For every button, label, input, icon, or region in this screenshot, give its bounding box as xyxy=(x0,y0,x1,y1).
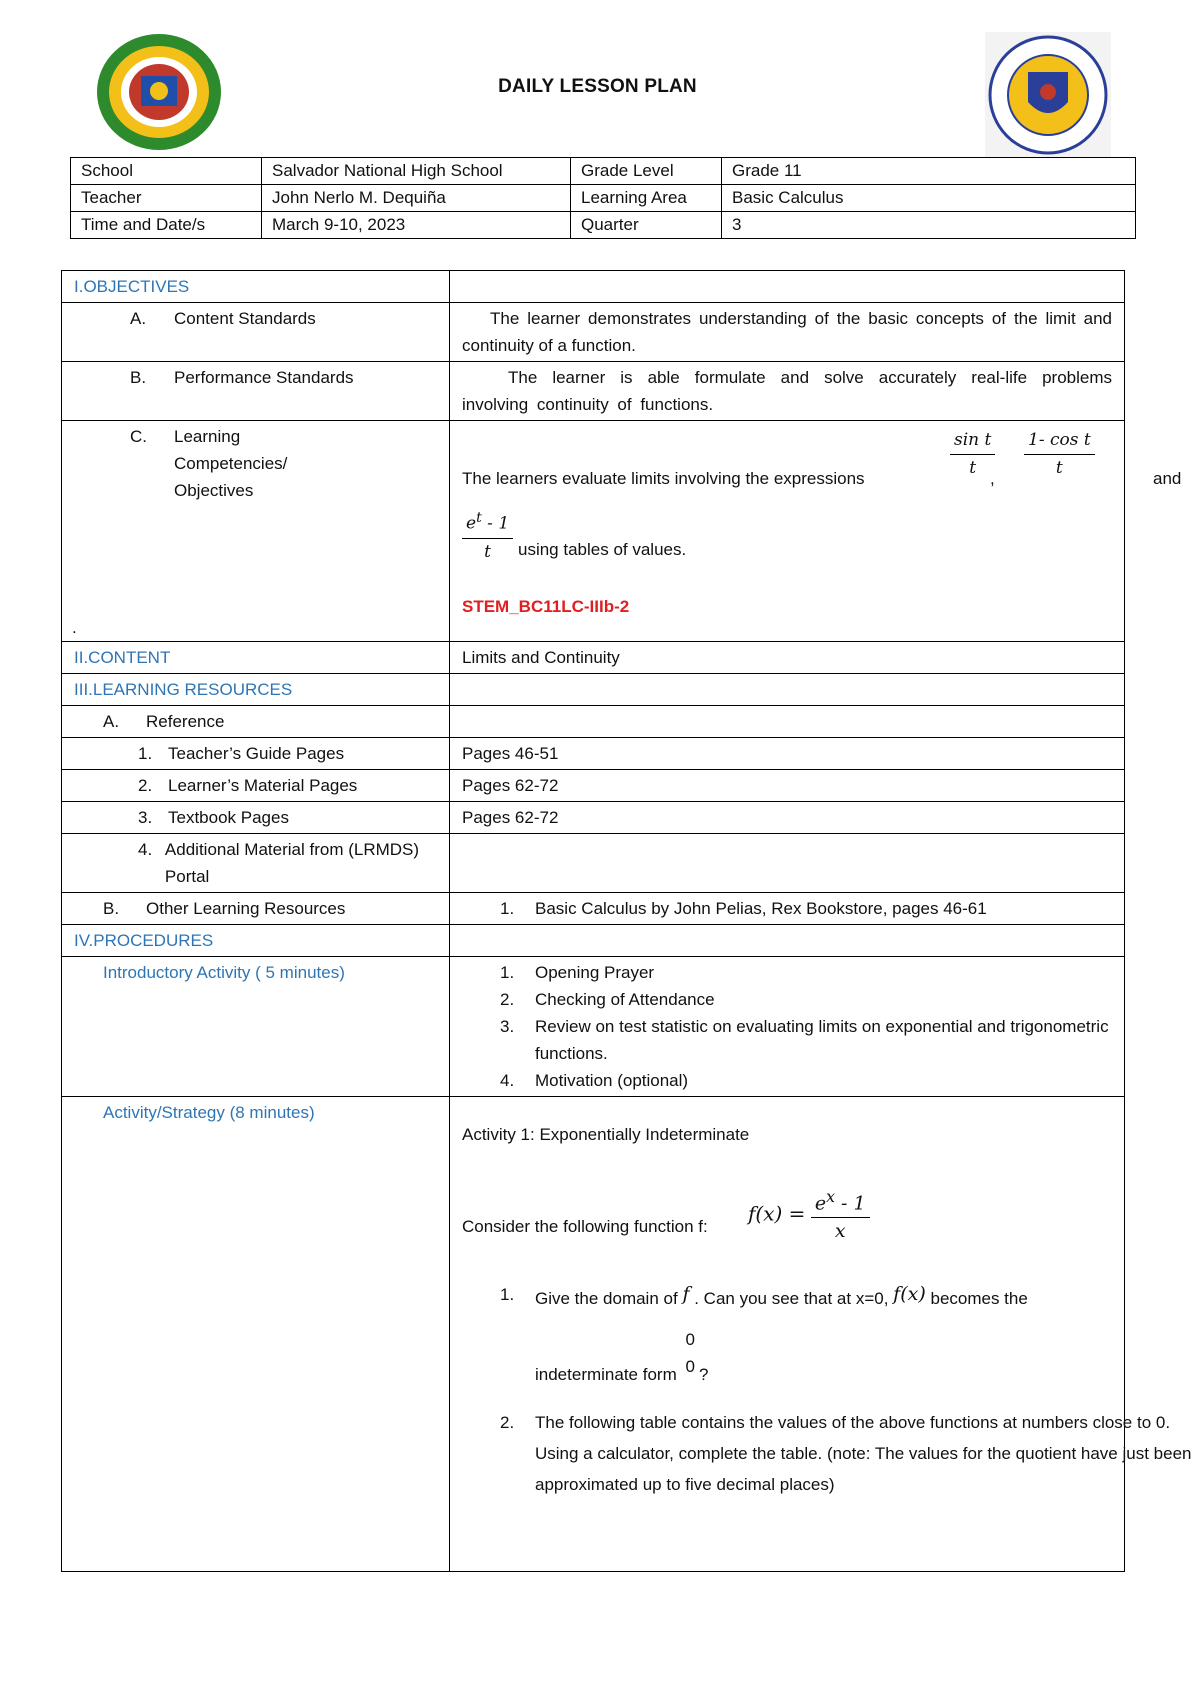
resource-item-num: 4. xyxy=(138,840,153,859)
expr-cos-t: $\frac{\text{1- cos t}}{t}$ xyxy=(1024,427,1095,482)
area-label: Learning Area xyxy=(571,185,722,212)
resource-item-value: Pages 62-72 xyxy=(450,802,1125,834)
intro-activity-label: Introductory Activity ( 5 minutes) xyxy=(62,957,450,1097)
list-item: 1. Opening Prayer xyxy=(500,963,655,982)
consider-text: Consider the following function f: xyxy=(462,1217,708,1236)
resource-item-num: 1. xyxy=(138,744,153,763)
date-value: March 9-10, 2023 xyxy=(262,212,571,239)
list-item: 3. Review on test statistic on evaluating limits on exponential and trigonometric functions. xyxy=(500,1017,1109,1063)
question-1: 1. Give the domain of f . Can you see that at x=0, f(x) becomes the indeterminate form 0 0 ? xyxy=(500,1283,1028,1384)
content-standards-label: Content Standards xyxy=(174,309,316,328)
resource-item-value xyxy=(450,834,1125,893)
lesson-table xyxy=(61,270,1192,1572)
question-2: 2. The following table contains the values of the above functions at numbers close to 0. Using a calculator, complete the table. (note: The values for the quotient have just been approximated up to five decimal places) xyxy=(500,1413,1192,1494)
competency-code: STEM_BC11LC-IIIb-2 xyxy=(462,597,630,616)
page-title: DAILY LESSON PLAN xyxy=(498,76,697,97)
resource-item-num: 3. xyxy=(138,808,153,827)
competencies-and: and xyxy=(1153,469,1182,488)
reference-label: Reference xyxy=(146,712,225,731)
other-resources-num: B. xyxy=(103,899,120,918)
expr-exp-t: $\frac{e^t - 1}{t}$ xyxy=(462,505,513,566)
activity-title: Activity 1: Exponentially Indeterminate xyxy=(462,1125,750,1144)
competencies-dot: . xyxy=(72,618,77,637)
performance-standards-text: The learner is able formulate and solve accurately real-life problems involving continuity of functions. xyxy=(450,362,1125,421)
intro-activity-list xyxy=(462,959,1112,1094)
quarter-label: Quarter xyxy=(571,212,722,239)
competencies-text-2: using tables of values. xyxy=(518,540,687,559)
teacher-label: Teacher xyxy=(71,185,262,212)
school-value: Salvador National High School xyxy=(262,158,571,185)
other-resource-num: 1. xyxy=(500,899,515,918)
resource-item-label: Learner’s Material Pages xyxy=(168,776,358,795)
area-value: Basic Calculus xyxy=(722,185,1136,212)
resource-item-num: 2. xyxy=(138,776,153,795)
performance-standards-label: Performance Standards xyxy=(174,368,354,387)
teacher-value: John Nerlo M. Dequiña xyxy=(262,185,571,212)
resource-item-label: Teacher’s Guide Pages xyxy=(168,744,345,763)
resource-item-value: Pages 62-72 xyxy=(450,770,1125,802)
content-text: Limits and Continuity xyxy=(450,642,1125,674)
quarter-value: 3 xyxy=(722,212,1136,239)
content-heading: II.CONTENT xyxy=(62,642,450,674)
performance-standards-num: B. xyxy=(130,368,147,387)
resource-item-value: Pages 46-51 xyxy=(450,738,1125,770)
expr-comma: , xyxy=(990,469,995,488)
school-label: School xyxy=(71,158,262,185)
function-definition: f(x) = $\frac{e^x - 1}{x}$ xyxy=(748,1183,870,1245)
other-resources-label: Other Learning Resources xyxy=(146,899,346,918)
grade-value: Grade 11 xyxy=(722,158,1136,185)
other-resource-text: Basic Calculus by John Pelias, Rex Bookstore, pages 46-61 xyxy=(535,899,987,918)
resource-item-label: Additional Material from (LRMDS) Portal xyxy=(164,840,420,886)
date-label: Time and Date/s xyxy=(71,212,262,239)
content-standards-num: A. xyxy=(130,309,147,328)
list-item: 2. Checking of Attendance xyxy=(500,990,715,1009)
deped-seal-logo xyxy=(985,32,1111,158)
procedures-heading: IV.PROCEDURES xyxy=(62,925,450,957)
resource-item-label: Textbook Pages xyxy=(168,808,289,827)
info-table xyxy=(70,157,1136,239)
competencies-num: C. xyxy=(130,427,147,446)
list-item: 4. Motivation (optional) xyxy=(500,1071,689,1090)
objectives-heading: I.OBJECTIVES xyxy=(62,271,450,303)
content-standards-text: The learner demonstrates understanding of the basic concepts of the limit and continuity of a function. xyxy=(450,303,1125,362)
grade-label: Grade Level xyxy=(571,158,722,185)
expr-sin-t: $\frac{\text{sin t}}{t}$ xyxy=(950,427,995,482)
competencies-label: Learning Competencies/ Objectives xyxy=(174,427,288,500)
resources-heading: III.LEARNING RESOURCES xyxy=(62,674,450,706)
reference-num: A. xyxy=(103,712,120,731)
activity-strategy-label: Activity/Strategy (8 minutes) xyxy=(62,1097,450,1572)
competencies-text: The learners evaluate limits involving the expressions xyxy=(462,469,865,488)
